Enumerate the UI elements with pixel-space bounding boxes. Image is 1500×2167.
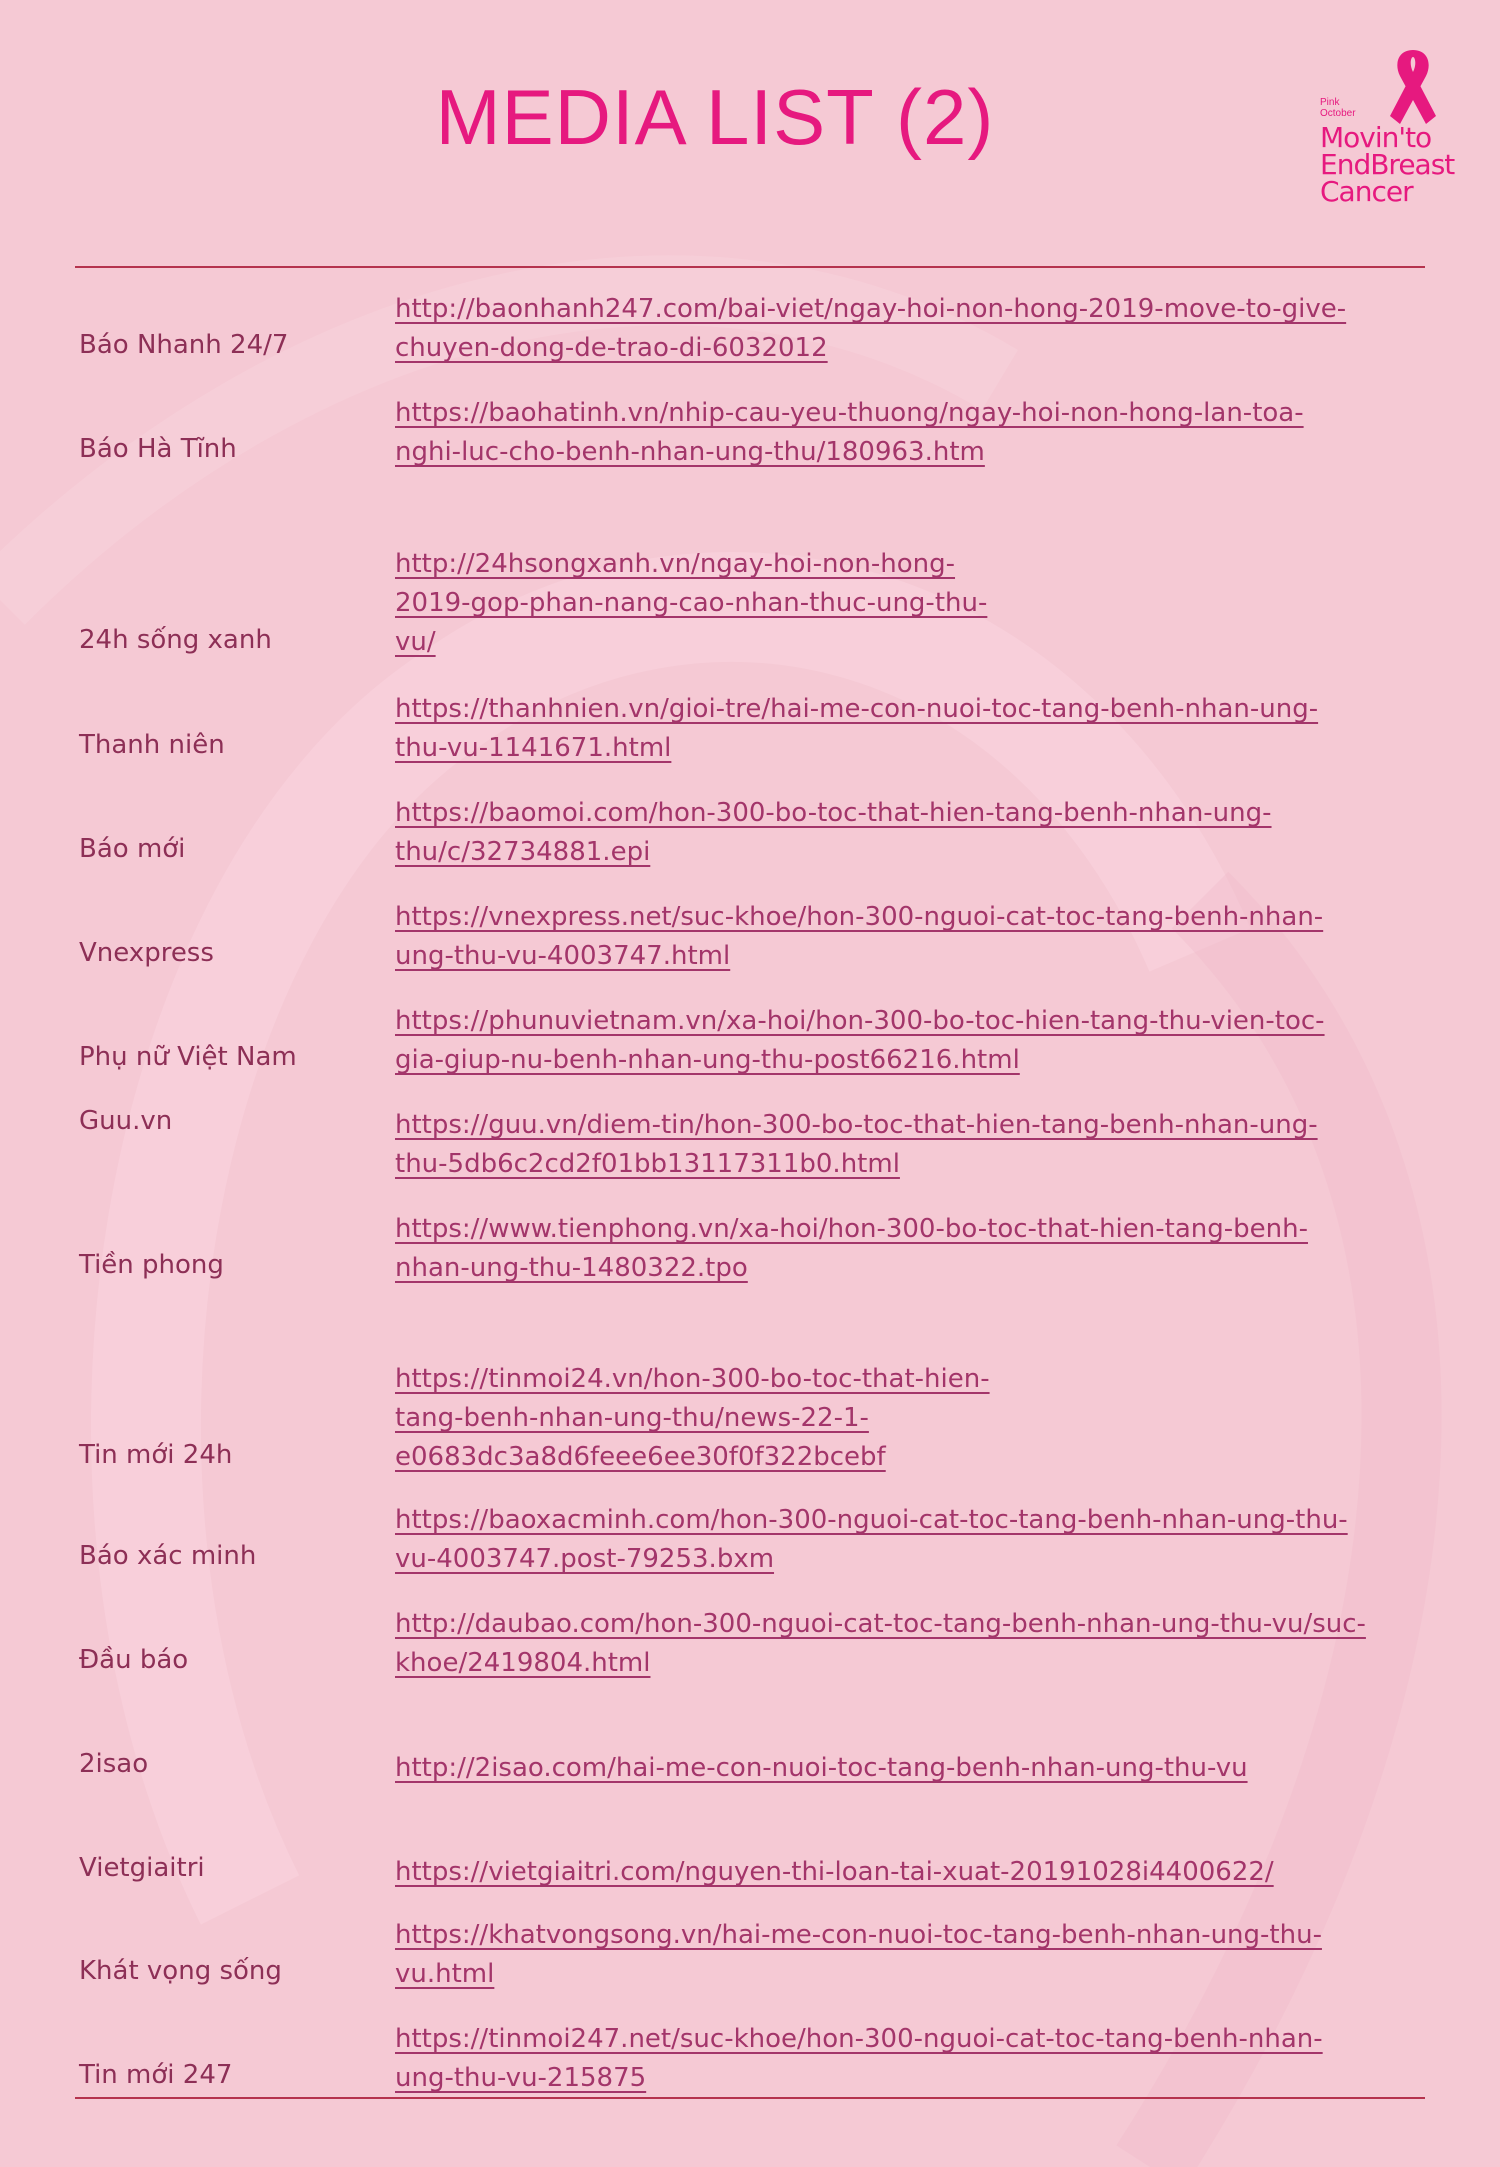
outlet-name: 24h sống xanh — [79, 625, 272, 655]
outlet-name: Đầu báo — [79, 1645, 189, 1675]
article-link-line: https://phunuvietnam.vn/xa-hoi/hon-300-bo-toc-hien-tang-thu-vien-toc- — [395, 1006, 1325, 1036]
outlet-name: Vietgiaitri — [79, 1853, 205, 1883]
outlet-name: Báo mới — [79, 834, 186, 864]
article-link-line: https://guu.vn/diem-tin/hon-300-bo-toc-that-hien-tang-benh-nhan-ung- — [395, 1110, 1318, 1140]
outlet-name: Tiền phong — [79, 1250, 224, 1280]
article-link-line: http://24hsongxanh.vn/ngay-hoi-non-hong- — [395, 549, 956, 579]
article-link[interactable] — [395, 545, 1435, 662]
article-link[interactable] — [395, 1501, 1435, 1579]
bottom-divider — [75, 2097, 1425, 2099]
logo-small-text: Pink October — [1320, 97, 1356, 119]
article-link-line: khoe/2419804.html — [395, 1648, 651, 1678]
article-link-line: https://vnexpress.net/suc-khoe/hon-300-nguoi-cat-toc-tang-benh-nhan- — [395, 902, 1324, 932]
outlet-name: Báo Hà Tĩnh — [79, 434, 237, 464]
article-link[interactable] — [395, 1002, 1435, 1080]
logo-line-1: Movin'to — [1320, 121, 1432, 154]
article-link-line: e0683dc3a8d6feee6ee30f0f322bcebf — [395, 1442, 886, 1472]
article-link[interactable] — [395, 2020, 1435, 2098]
article-link-line: https://baoxacminh.com/hon-300-nguoi-cat-toc-tang-benh-nhan-ung-thu- — [395, 1505, 1348, 1535]
article-link-line: http://2isao.com/hai-me-con-nuoi-toc-tang-benh-nhan-ung-thu-vu — [395, 1753, 1248, 1783]
outlet-name: Thanh niên — [79, 730, 225, 760]
outlet-name: Báo Nhanh 24/7 — [79, 330, 289, 360]
article-link[interactable] — [395, 1749, 1435, 1788]
outlet-name: Báo xác minh — [79, 1541, 257, 1571]
article-link-line: vu-4003747.post-79253.bxm — [395, 1544, 775, 1574]
article-link-line: thu-5db6c2cd2f01bb13117311b0.html — [395, 1149, 900, 1179]
outlet-name: Phụ nữ Việt Nam — [79, 1042, 297, 1072]
article-link[interactable] — [395, 1853, 1435, 1892]
logo-line-2: EndBreast — [1320, 148, 1455, 181]
article-link-line: vu/ — [395, 627, 436, 657]
article-link[interactable] — [395, 290, 1435, 368]
article-link[interactable] — [395, 1916, 1435, 1994]
article-link[interactable] — [395, 1210, 1435, 1288]
article-link-line: nhan-ung-thu-1480322.tpo — [395, 1253, 748, 1283]
article-link-line: https://tinmoi247.net/suc-khoe/hon-300-nguoi-cat-toc-tang-benh-nhan- — [395, 2024, 1323, 2054]
article-link-line: thu-vu-1141671.html — [395, 733, 672, 763]
article-link[interactable] — [395, 1605, 1435, 1683]
article-link-line: http://daubao.com/hon-300-nguoi-cat-toc-tang-benh-nhan-ung-thu-vu/suc- — [395, 1609, 1366, 1639]
article-link-line: https://thanhnien.vn/gioi-tre/hai-me-con-nuoi-toc-tang-benh-nhan-ung- — [395, 694, 1319, 724]
outlet-name: Tin mới 24h — [79, 1440, 233, 1470]
outlet-name: Tin mới 247 — [79, 2060, 233, 2090]
page-title: MEDIA LIST (2) — [435, 73, 995, 161]
article-link-line: http://baonhanh247.com/bai-viet/ngay-hoi-non-hong-2019-move-to-give- — [395, 294, 1347, 324]
article-link[interactable] — [395, 690, 1435, 768]
article-link[interactable] — [395, 1360, 1435, 1477]
article-link[interactable] — [395, 1106, 1435, 1184]
article-link-line: https://tinmoi24.vn/hon-300-bo-toc-that-hien- — [395, 1364, 990, 1394]
article-link-line: 2019-gop-phan-nang-cao-nhan-thuc-ung-thu- — [395, 588, 988, 618]
outlet-name: 2isao — [79, 1749, 149, 1779]
article-link[interactable] — [395, 794, 1435, 872]
article-link-line: https://vietgiaitri.com/nguyen-thi-loan-tai-xuat-20191028i4400622/ — [395, 1857, 1274, 1887]
article-link-line: https://www.tienphong.vn/xa-hoi/hon-300-bo-toc-that-hien-tang-benh- — [395, 1214, 1308, 1244]
article-link[interactable] — [395, 898, 1435, 976]
article-link-line: https://baohatinh.vn/nhip-cau-yeu-thuong/ngay-hoi-non-hong-lan-toa- — [395, 398, 1304, 428]
article-link-line: https://khatvongsong.vn/hai-me-con-nuoi-toc-tang-benh-nhan-ung-thu- — [395, 1920, 1322, 1950]
article-link[interactable] — [395, 394, 1435, 472]
article-link-line: vu.html — [395, 1959, 495, 1989]
outlet-name: Vnexpress — [79, 938, 214, 968]
article-link-line: thu/c/32734881.epi — [395, 837, 651, 867]
logo-line-3: Cancer — [1320, 175, 1413, 208]
article-link-line: nghi-luc-cho-benh-nhan-ung-thu/180963.htm — [395, 437, 985, 467]
article-link-line: ung-thu-vu-4003747.html — [395, 941, 731, 971]
article-link-line: tang-benh-nhan-ung-thu/news-22-1- — [395, 1403, 869, 1433]
article-link-line: gia-giup-nu-benh-nhan-ung-thu-post66216.html — [395, 1045, 1020, 1075]
article-link-line: ung-thu-vu-215875 — [395, 2063, 647, 2093]
outlet-name: Khát vọng sống — [79, 1956, 282, 1986]
article-link-line: chuyen-dong-de-trao-di-6032012 — [395, 333, 828, 363]
article-link-line: https://baomoi.com/hon-300-bo-toc-that-hien-tang-benh-nhan-ung- — [395, 798, 1272, 828]
outlet-name: Guu.vn — [79, 1106, 173, 1136]
